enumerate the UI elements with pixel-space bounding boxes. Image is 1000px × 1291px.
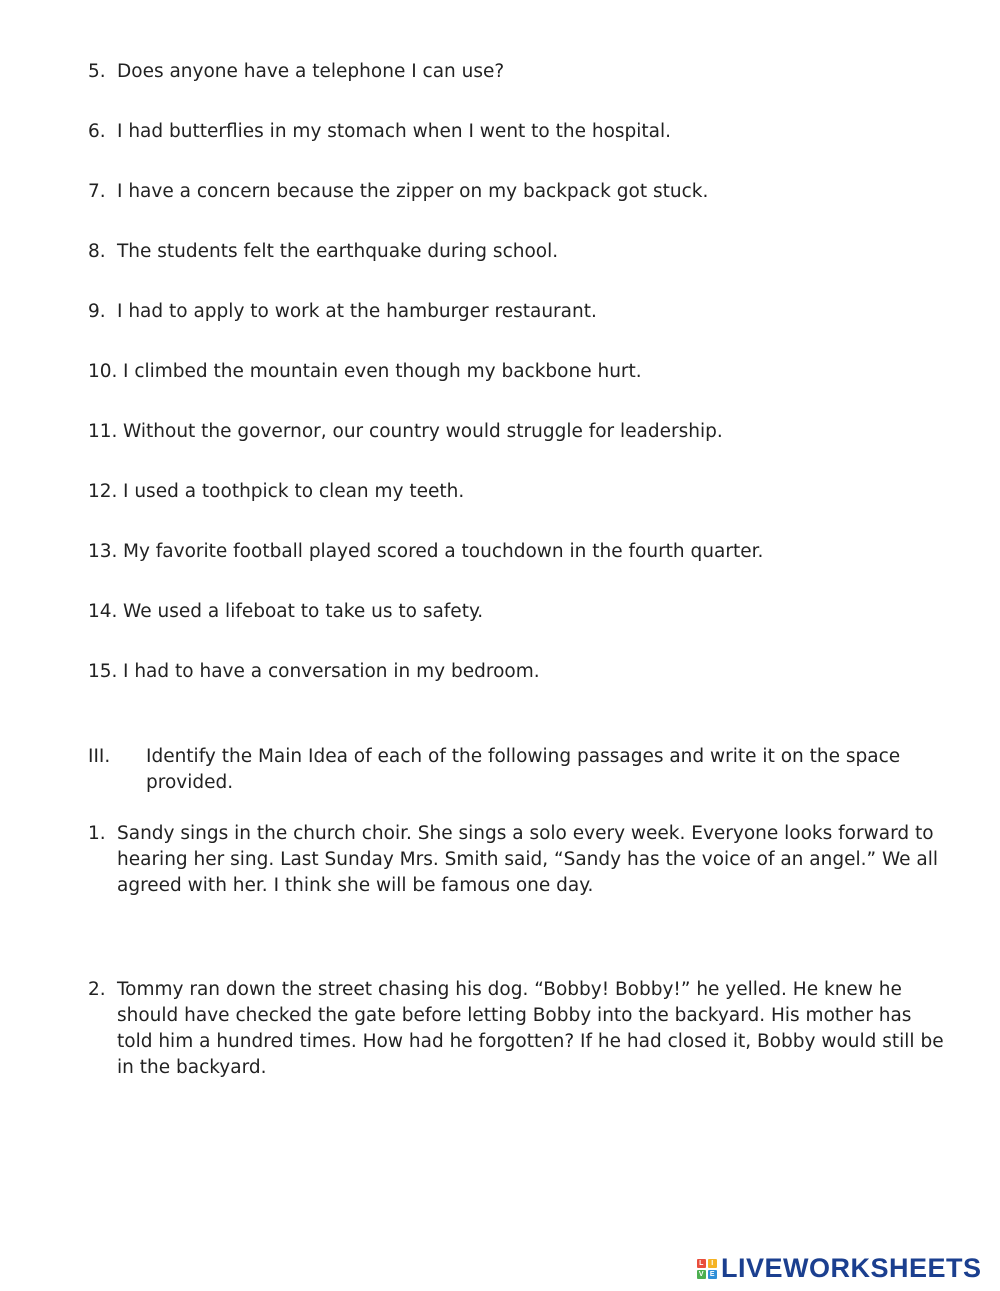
passage-number: 1.: [88, 823, 106, 844]
item-number: 5.: [88, 61, 106, 82]
item-number: 6.: [88, 121, 106, 142]
item-number: 10.: [88, 361, 118, 382]
item-number: 8.: [88, 241, 106, 262]
logo-text: LIVEWORKSHEETS: [721, 1253, 982, 1283]
sentence-item: [88, 239, 558, 265]
item-number: 13.: [88, 541, 118, 562]
sentence-text: I have a concern because the zipper on my backpack got stuck.: [117, 181, 709, 202]
sentence-item: [88, 659, 540, 685]
sentence-item: [88, 119, 671, 145]
sentence-text: I used a toothpick to clean my teeth.: [123, 481, 465, 502]
item-number: 15.: [88, 661, 118, 682]
passage-text: Sandy sings in the church choir. She sings a solo every week. Everyone looks forward to hearing her sing. Last Sunday Mrs. Smith said, “Sandy has the voice of an angel.” We all agreed with her. I think she will be famous one day.: [117, 823, 939, 896]
sentence-item: [88, 479, 464, 505]
section-number: III.: [88, 746, 111, 767]
logo-mark-icon: [697, 1259, 717, 1279]
sentence-text: I had to have a conversation in my bedroom.: [123, 661, 540, 682]
sentence-item: [88, 599, 483, 625]
logo-letter-i: I: [708, 1259, 717, 1268]
sentence-item: [88, 539, 763, 565]
sentence-item: [88, 59, 504, 85]
passage-number: 2.: [88, 979, 106, 1000]
passage-item: [88, 977, 948, 1081]
sentence-text: I had to apply to work at the hamburger restaurant.: [117, 301, 597, 322]
section-heading: [88, 744, 938, 796]
sentence-text: The students felt the earthquake during school.: [117, 241, 559, 262]
sentence-item: [88, 179, 708, 205]
item-number: 11.: [88, 421, 118, 442]
item-number: 12.: [88, 481, 118, 502]
item-number: 7.: [88, 181, 106, 202]
logo-letter-l: L: [697, 1259, 706, 1268]
passage-text: Tommy ran down the street chasing his dog. “Bobby! Bobby!” he yelled. He knew he should have checked the gate before letting Bobby into the backyard. His mother has told him a hundred times. How had he forgotten? If he had closed it, Bobby would still be in the backyard.: [117, 979, 944, 1078]
logo-letter-e: E: [709, 1270, 716, 1278]
liveworksheets-logo: [697, 1253, 982, 1284]
sentence-item: [88, 419, 723, 445]
sentence-text: My favorite football played scored a touchdown in the fourth quarter.: [123, 541, 764, 562]
sentence-item: [88, 299, 597, 325]
item-number: 9.: [88, 301, 106, 322]
sentence-text: We used a lifeboat to take us to safety.: [123, 601, 484, 622]
sentence-text: Does anyone have a telephone I can use?: [117, 61, 505, 82]
sentence-item: [88, 359, 642, 385]
sentence-text: I climbed the mountain even though my backbone hurt.: [123, 361, 642, 382]
sentence-text: I had butterflies in my stomach when I went to the hospital.: [117, 121, 672, 142]
passage-item: [88, 821, 948, 899]
section-instruction: Identify the Main Idea of each of the following passages and write it on the space provided.: [146, 746, 901, 793]
item-number: 14.: [88, 601, 118, 622]
sentence-text: Without the governor, our country would struggle for leadership.: [123, 421, 723, 442]
logo-letter-v: V: [698, 1270, 705, 1278]
